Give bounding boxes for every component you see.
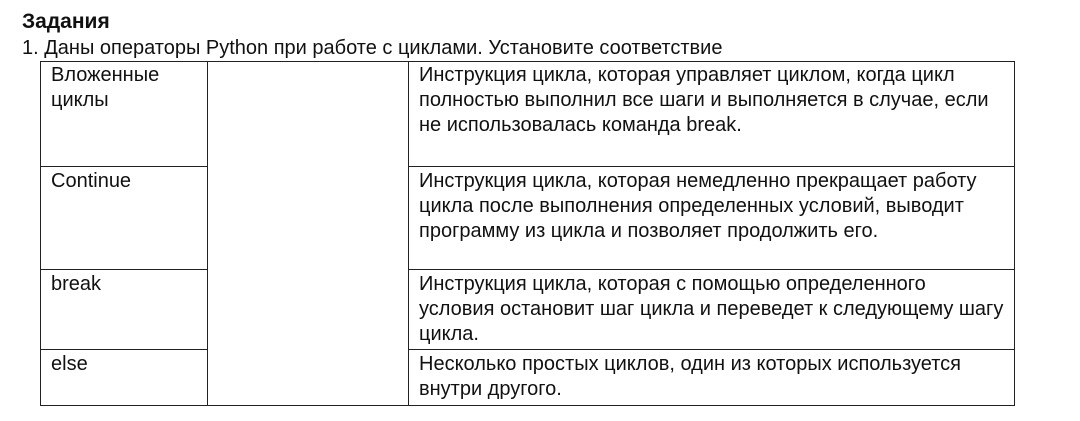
table-row xyxy=(41,167,1015,270)
term-cell xyxy=(41,167,208,270)
description-cell xyxy=(409,350,1015,406)
section-heading: Задания xyxy=(22,10,110,33)
term-text: break xyxy=(51,273,102,295)
term-text: Вложенные циклы xyxy=(51,64,160,111)
term-text: else xyxy=(51,353,88,375)
description-text: Инструкция цикла, которая с помощью определенного условия остановит шаг цикла и переведет к следующему шагу цикла. xyxy=(419,273,1004,345)
term-cell xyxy=(41,350,208,406)
description-cell xyxy=(409,270,1015,350)
description-text: Инструкция цикла, которая немедленно прекращает работу цикла после выполнения определенных условий, выводит программу из цикла и позволяет продолжить его. xyxy=(419,170,977,242)
table-row xyxy=(41,350,1015,406)
term-text: Continue xyxy=(51,170,132,192)
task-statement: 1. Даны операторы Python при работе с циклами. Установите соответствие xyxy=(22,37,723,59)
table-row xyxy=(41,270,1015,350)
term-cell xyxy=(41,270,208,350)
description-cell xyxy=(409,62,1015,167)
description-cell xyxy=(409,167,1015,270)
description-text: Инструкция цикла, которая управляет циклом, когда цикл полностью выполнил все шаги и выполняется в случае, если не использовалась команда break. xyxy=(419,64,989,136)
matching-table xyxy=(40,61,1015,406)
term-cell xyxy=(41,62,208,167)
answer-blank-column xyxy=(208,62,409,406)
description-text: Несколько простых циклов, один из которых используется внутри другого. xyxy=(419,353,962,400)
table-row xyxy=(41,62,1015,167)
